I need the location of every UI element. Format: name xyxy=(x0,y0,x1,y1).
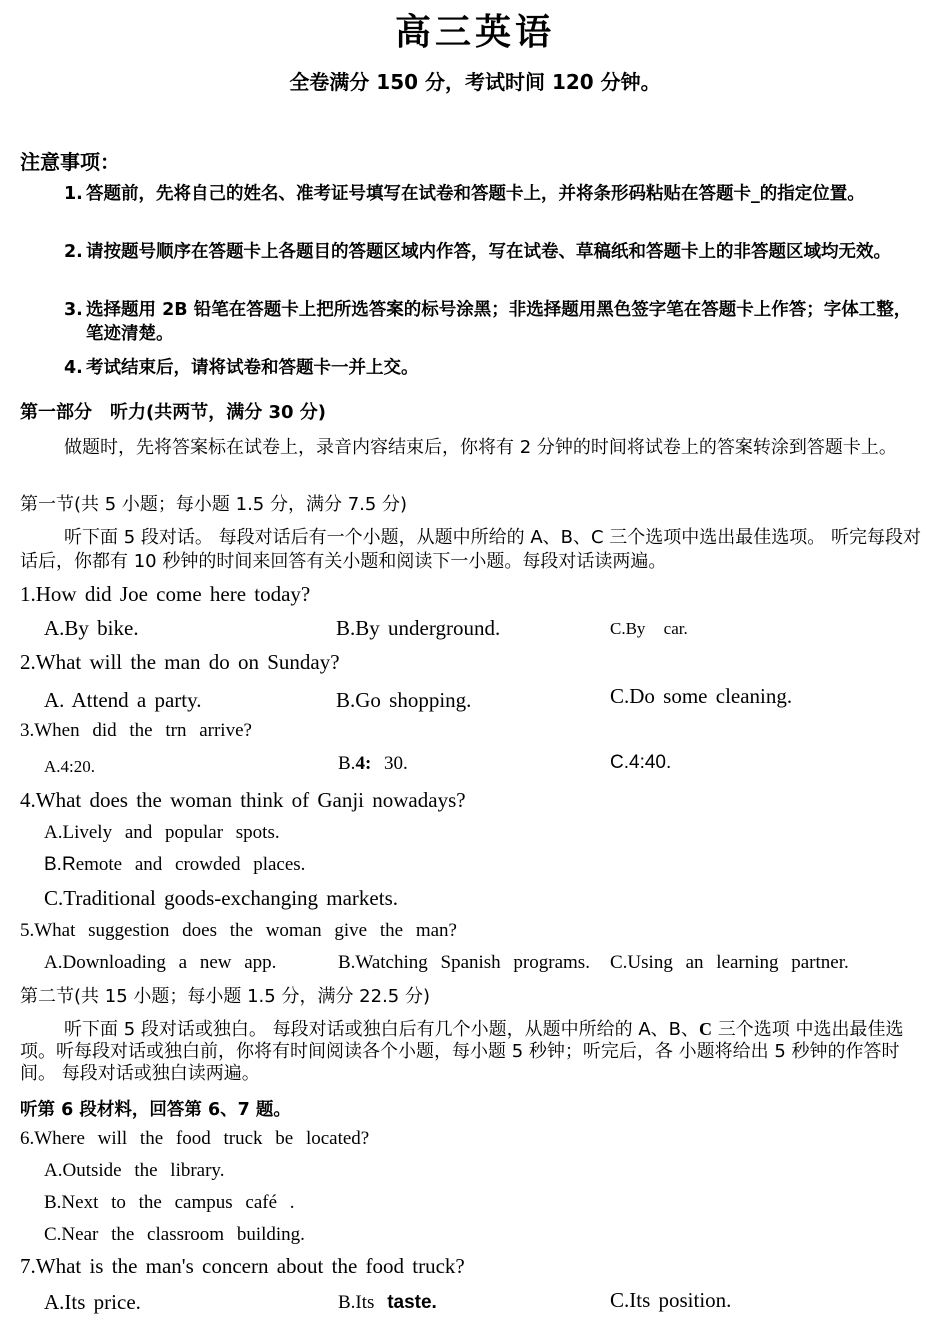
option-b: B.4: 30. xyxy=(338,753,408,774)
option-c: C.Using an learning partner. xyxy=(610,952,849,973)
option-a: A.Its price. xyxy=(44,1290,141,1314)
option-c: C.By car. xyxy=(610,619,688,638)
section2-heading: 第二节(共 15 小题；每小题 1.5 分，满分 22.5 分) xyxy=(20,986,430,1007)
notice-item: 1. 答题前，先将自己的姓名、准考证号填写在试卷和答题卡上，并将条形码粘贴在答题卡_的指定位置。 xyxy=(64,184,865,204)
option-c: C.Traditional goods-exchanging markets. xyxy=(44,886,399,910)
section1-instructions: 听下面 5 段对话。 每段对话后有一个小题，从题中所给的 A、B、C 三个选项中选出最佳选项。 听完每段对话后，你都有 10 秒钟的时间来回答有关小题和阅读下一小题。每段对话读两遍。 xyxy=(20,527,922,572)
option-a: A. Attend a party. xyxy=(44,688,202,712)
question-stem: 6.Where will the food truck be located? xyxy=(20,1128,370,1149)
option-b: B.By underground. xyxy=(336,616,501,640)
question-stem: 2.What will the man do on Sunday? xyxy=(20,650,340,674)
notice-item: 2. 请按题号顺序在答题卡上各题目的答题区域内作答，写在试卷、草稿纸和答题卡上的非答题区域均无效。 xyxy=(64,242,891,262)
option-b: B.Go shopping. xyxy=(336,688,472,712)
option-a: A.Outside the library. xyxy=(44,1160,225,1181)
notice-item: 4. 考试结束后，请将试卷和答题卡一并上交。 xyxy=(64,358,419,378)
option-b: B.Its taste. xyxy=(338,1292,437,1313)
question-stem: 5.What suggestion does the woman give the man? xyxy=(20,920,457,941)
option-c: C.Its position. xyxy=(610,1288,732,1312)
option-c: C.Do some cleaning. xyxy=(610,684,793,708)
page-title: 高三英语 xyxy=(394,12,555,53)
section2-instructions: 听下面 5 段对话或独白。 每段对话或独白后有几个小题，从题中所给的 A、B、C 三个选项 中选出最佳选项。听每段对话或独白前，你将有时间阅读各个小题，每小题 5 秒钟；听完后，各 小题将给出 5 秒钟的作答时间。 每段对话或独白读两遍。 xyxy=(20,1019,904,1084)
option-b: B.Next to the campus café . xyxy=(44,1192,295,1213)
option-a: A.Lively and popular spots. xyxy=(44,822,280,843)
question-stem: 1.How did Joe come here today? xyxy=(20,582,311,606)
material-heading: 听第 6 段材料，回答第 6、7 题。 xyxy=(20,1100,291,1120)
option-b: B.Watching Spanish programs. xyxy=(338,952,590,973)
page-subtitle: 全卷满分 150 分，考试时间 120 分钟。 xyxy=(289,70,661,94)
option-b: B.Remote and crowded places. xyxy=(44,854,306,875)
part1-heading: 第一部分 听力(共两节，满分 30 分) xyxy=(20,402,327,423)
question-stem: 3.When did the trn arrive? xyxy=(20,720,252,741)
option-a: A.By bike. xyxy=(44,616,139,640)
part1-intro: 做题时，先将答案标在试卷上，录音内容结束后，你将有 2 分钟的时间将试卷上的答案转涂到答题卡上。 xyxy=(64,437,897,458)
option-a: A.Downloading a new app. xyxy=(44,952,277,973)
section1-heading: 第一节(共 5 小题；每小题 1.5 分，满分 7.5 分) xyxy=(20,494,408,515)
question-stem: 4.What does the woman think of Ganji nowadays? xyxy=(20,788,466,812)
question-stem: 7.What is the man's concern about the food truck? xyxy=(20,1254,465,1278)
option-c: C.Near the classroom building. xyxy=(44,1224,305,1245)
notice-item: 3. 选择题用 2B 铅笔在答题卡上把所选答案的标号涂黑；非选择题用黑色签字笔在答题卡上作答；字体工整，笔迹清楚。 xyxy=(64,300,912,344)
notice-heading: 注意事项： xyxy=(20,150,120,174)
option-c: C.4:40. xyxy=(610,752,672,773)
option-a: A.4:20. xyxy=(44,757,95,776)
